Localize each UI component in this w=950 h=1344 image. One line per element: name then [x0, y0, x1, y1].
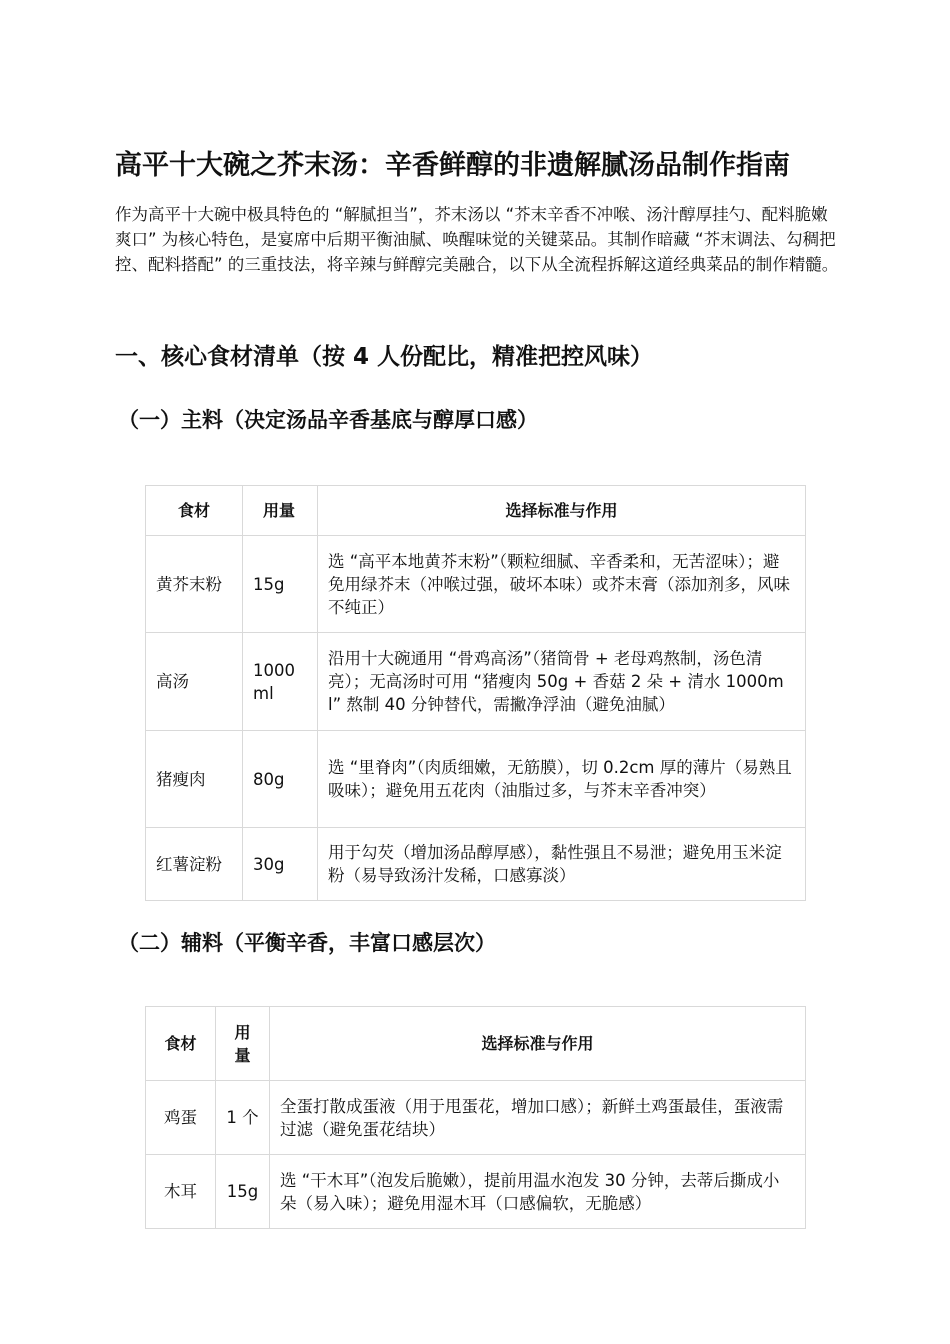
cell-amount: 15g	[216, 1155, 270, 1229]
cell-criteria: 选 “高平本地黄芥末粉”（颗粒细腻、辛香柔和，无苦涩味）；避免用绿芥末（冲喉过强，破坏本味）或芥末膏（添加剂多，风味不纯正）	[318, 536, 806, 633]
side-ingredients-table	[145, 1006, 806, 1229]
cell-criteria: 沿用十大碗通用 “骨鸡高汤”（猪筒骨 + 老母鸡熬制，汤色清亮）；无高汤时可用 “猪瘦肉 50g + 香菇 2 朵 + 清水 1000ml” 熬制 40 分钟替代，需撇净浮油（避免油腻）	[318, 633, 806, 731]
table-row	[146, 731, 806, 828]
header-amount: 用量	[243, 486, 318, 536]
cell-ingredient: 红薯淀粉	[146, 828, 243, 901]
table-header-row	[146, 486, 806, 536]
table-row	[146, 1081, 806, 1155]
main-ingredients-table	[145, 485, 806, 901]
cell-amount: 1000ml	[243, 633, 318, 731]
subsection-heading-side: （二）辅料（平衡辛香，丰富口感层次）	[118, 931, 496, 955]
header-ingredient: 食材	[146, 486, 243, 536]
table-header-row	[146, 1007, 806, 1081]
section-heading-ingredients: 一、核心食材清单（按 4 人份配比，精准把控风味）	[115, 344, 654, 370]
cell-amount: 15g	[243, 536, 318, 633]
subsection-heading-main: （一）主料（决定汤品辛香基底与醇厚口感）	[118, 408, 538, 432]
table-row	[146, 828, 806, 901]
cell-ingredient: 木耳	[146, 1155, 216, 1229]
header-criteria: 选择标准与作用	[270, 1007, 806, 1081]
header-amount: 用量	[216, 1007, 270, 1081]
cell-amount: 1 个	[216, 1081, 270, 1155]
intro-paragraph: 作为高平十大碗中极具特色的 “解腻担当”，芥末汤以 “芥末辛香不冲喉、汤汁醇厚挂勺、配料脆嫩爽口” 为核心特色，是宴席中后期平衡油腻、唤醒味觉的关键菜品。其制作暗藏 “芥末调法、勾稠把控、配料搭配” 的三重技法，将辛辣与鲜醇完美融合，以下从全流程拆解这道经典菜品的制作精髓。	[115, 205, 839, 274]
document-title: 高平十大碗之芥末汤：辛香鲜醇的非遗解腻汤品制作指南	[115, 150, 790, 181]
cell-criteria: 选 “干木耳”（泡发后脆嫩），提前用温水泡发 30 分钟，去蒂后撕成小朵（易入味）；避免用湿木耳（口感偏软，无脆感）	[270, 1155, 806, 1229]
cell-criteria: 选 “里脊肉”（肉质细嫩，无筋膜），切 0.2cm 厚的薄片（易熟且吸味）；避免用五花肉（油脂过多，与芥末辛香冲突）	[318, 731, 806, 828]
table-row	[146, 536, 806, 633]
cell-amount: 30g	[243, 828, 318, 901]
cell-ingredient: 高汤	[146, 633, 243, 731]
table-row	[146, 633, 806, 731]
cell-ingredient: 黄芥末粉	[146, 536, 243, 633]
header-criteria: 选择标准与作用	[318, 486, 806, 536]
table-row	[146, 1155, 806, 1229]
cell-amount: 80g	[243, 731, 318, 828]
cell-ingredient: 猪瘦肉	[146, 731, 243, 828]
cell-criteria: 用于勾芡（增加汤品醇厚感），黏性强且不易泄；避免用玉米淀粉（易导致汤汁发稀，口感寡淡）	[318, 828, 806, 901]
cell-ingredient: 鸡蛋	[146, 1081, 216, 1155]
cell-criteria: 全蛋打散成蛋液（用于甩蛋花，增加口感）；新鲜土鸡蛋最佳，蛋液需过滤（避免蛋花结块）	[270, 1081, 806, 1155]
header-ingredient: 食材	[146, 1007, 216, 1081]
